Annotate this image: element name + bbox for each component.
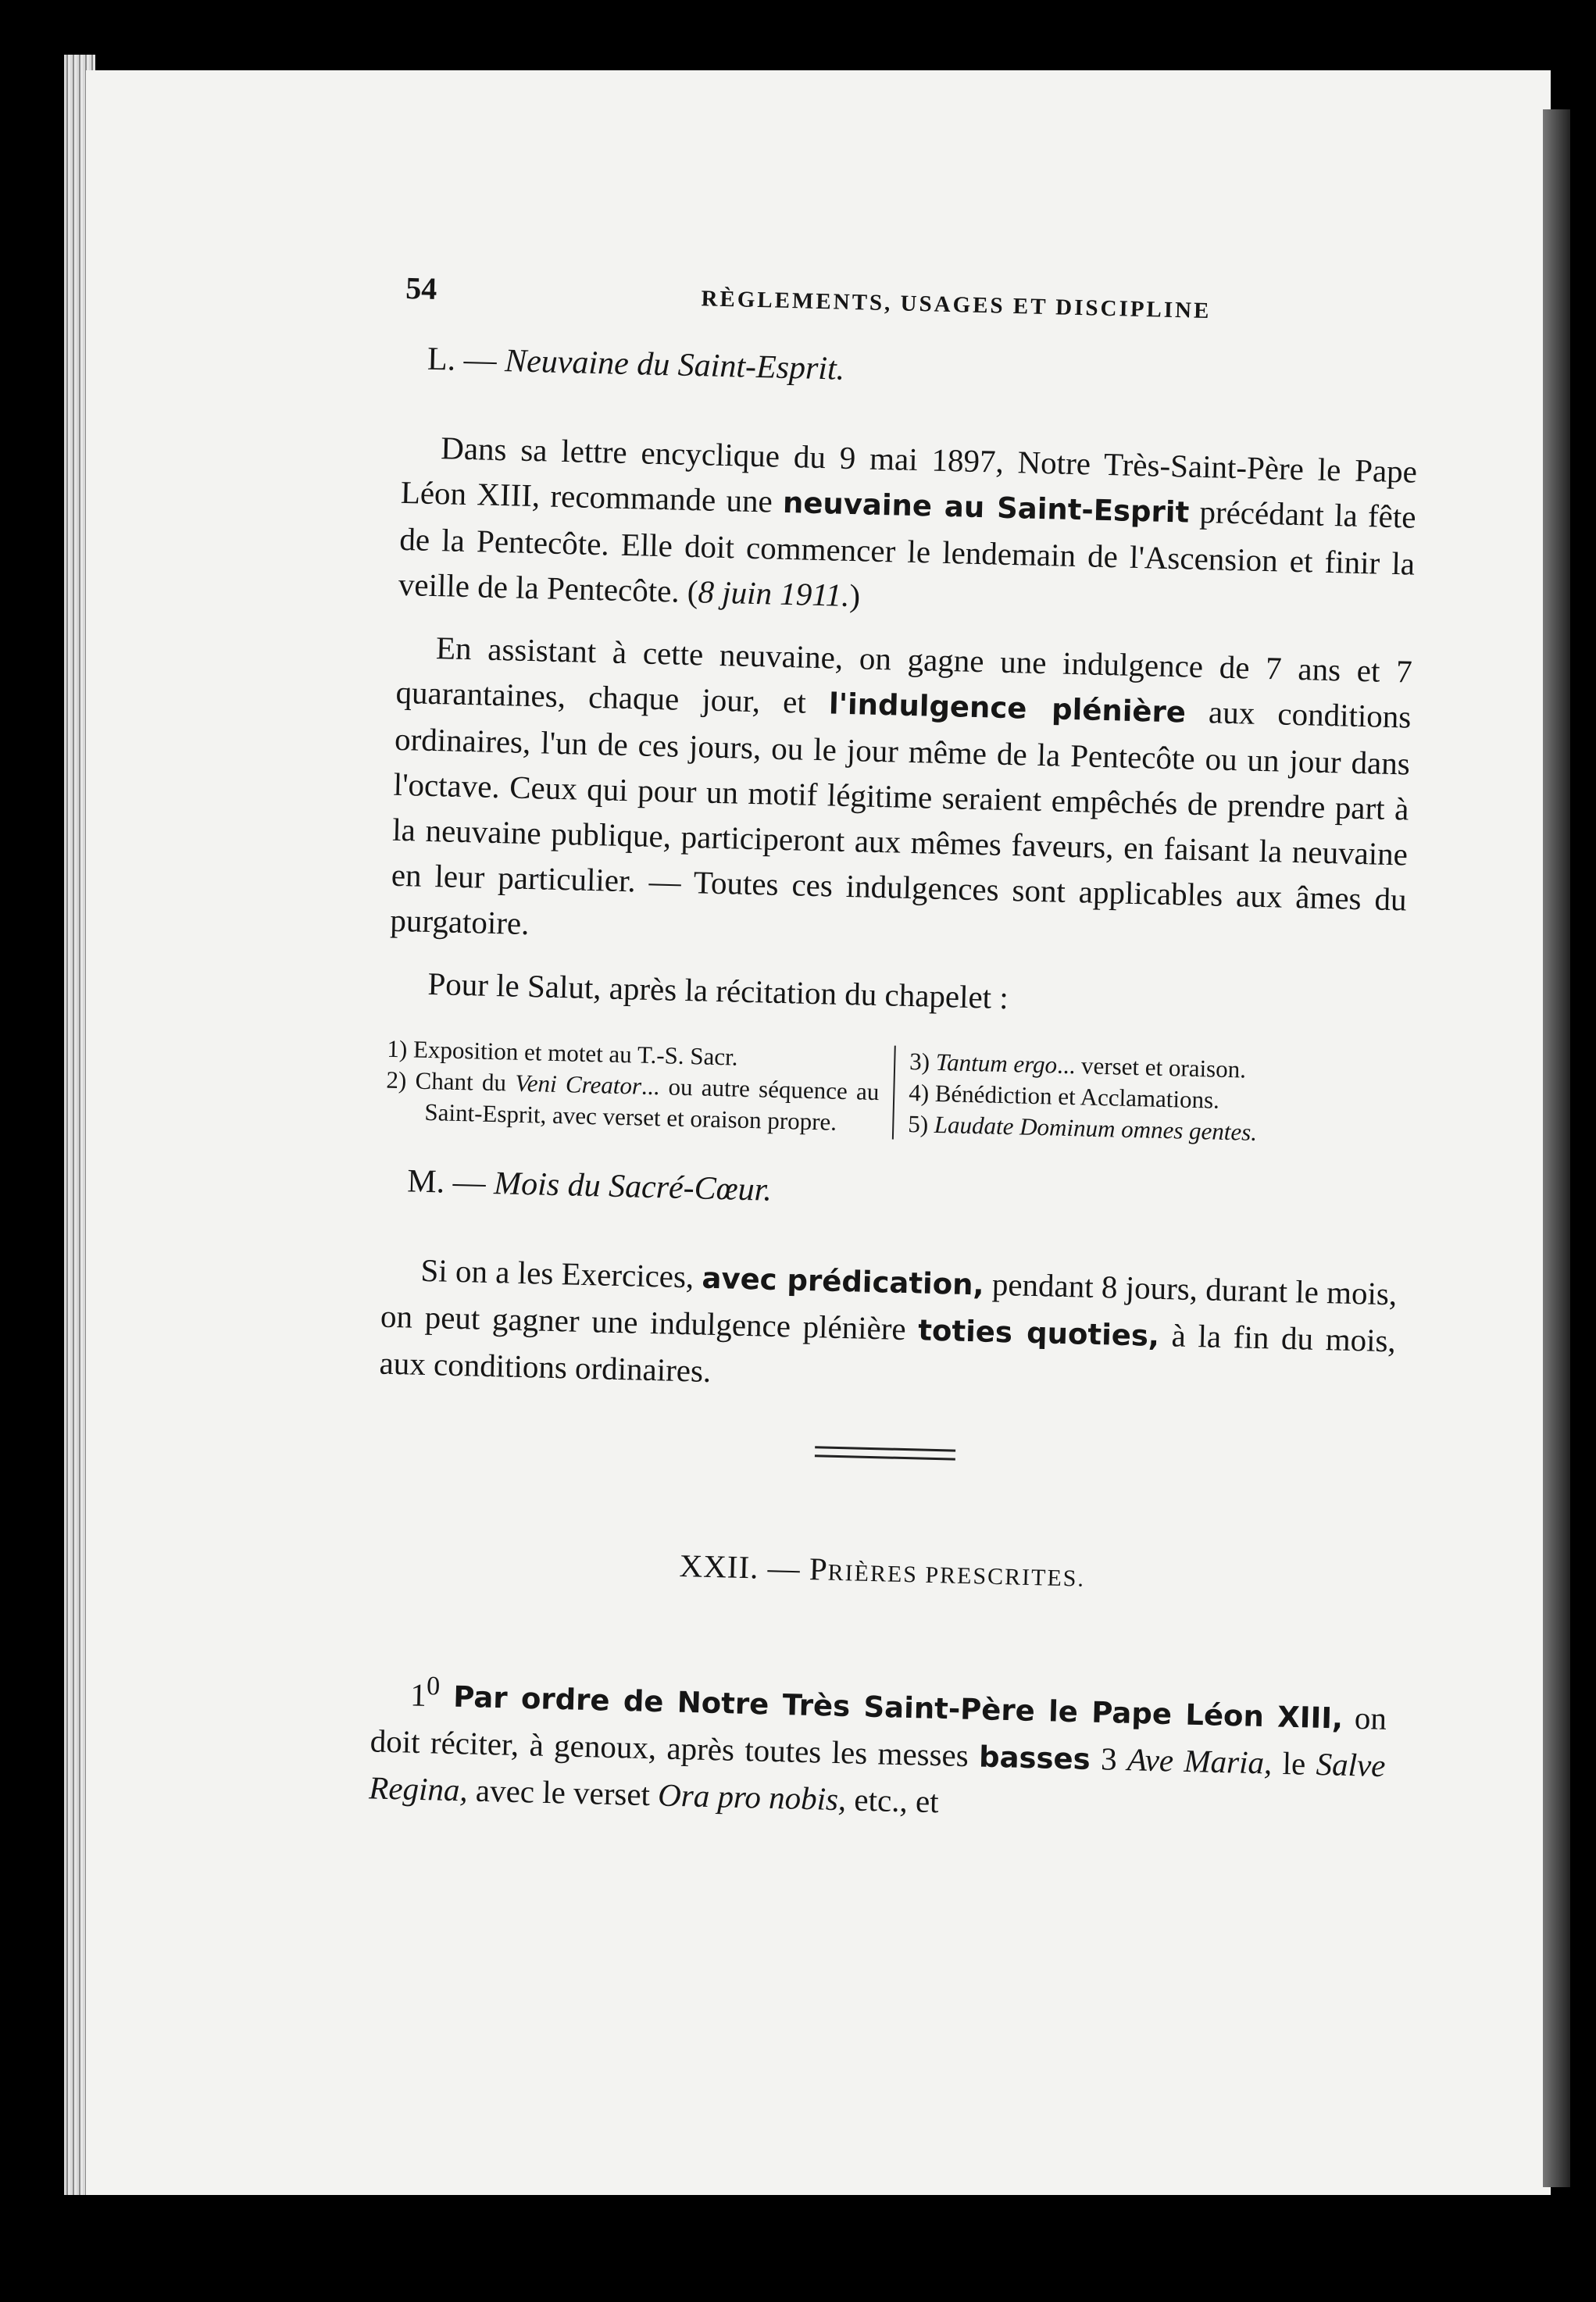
- text-run: on doit réciter, à genoux, après toutes les messes: [370, 1699, 1387, 1774]
- salut-item: [385, 1065, 880, 1139]
- text-run: 3: [1090, 1740, 1128, 1777]
- divider-line: [815, 1446, 955, 1451]
- item-number-sup: 0: [426, 1672, 441, 1701]
- page-number: 54: [405, 269, 437, 306]
- text-run: Si on a les Exercices,: [420, 1251, 703, 1295]
- salut-item: 4) Bénédiction et Acclamations.: [908, 1079, 1220, 1114]
- text-run: Dans sa lettre encyclique du 9 mai 1897, Notre Très-Saint-Père le Pape Léon XIII, recommande une: [400, 430, 1418, 519]
- text-run: le: [1271, 1744, 1317, 1782]
- text-run: aux conditions ordinaires, l'un de ces jours, ou le jour même de la Pentecôte ou un jour dans l'octave. Ceux qui pour un motif légitime seraient empêchés de prendre part à la neuvaine publique, participeront aux mêmes faveurs, en faisant la neuvaine en leur particulier. — Toutes ces indulgences sont applicables aux âmes du purgatoire.: [389, 693, 1412, 942]
- chapter-title-rest: RIÈRES PRESCRITES.: [827, 1559, 1086, 1592]
- divider-line: [815, 1454, 955, 1460]
- salut-column-right: [894, 1046, 1403, 1152]
- text-run: En assistant à cette neuvaine, on gagne une indulgence de 7 ans et 7 quarantaines, chaque jour, et: [395, 630, 1413, 721]
- paragraph-encyclique: [398, 424, 1417, 632]
- italic-run: Laudate Dominum omnes gentes.: [934, 1110, 1258, 1146]
- italic-run: Ave Maria,: [1126, 1740, 1273, 1781]
- bold-run: Par ordre de Notre Très Saint-Père le Pape Léon XIII,: [439, 1679, 1344, 1736]
- bold-run: toties quoties,: [917, 1313, 1160, 1353]
- page-gutter-shadow: [1543, 109, 1570, 2187]
- section-title: Mois du Sacré-Cœur.: [493, 1165, 773, 1208]
- salut-column-left: [385, 1033, 896, 1140]
- section-label: M. —: [406, 1163, 487, 1201]
- bold-run: neuvaine au Saint-Esprit: [782, 485, 1190, 530]
- text-run: ... ou autre séquence au Saint-Esprit, avec verset et oraison propre.: [424, 1072, 880, 1136]
- text-run: pendant 8 jours, durant le mois, on peut gagner une indulgence plénière: [380, 1265, 1398, 1347]
- salut-item: 1) Exposition et motet au T.-S. Sacr.: [387, 1034, 738, 1071]
- section-title: Neuvaine du Saint-Esprit.: [504, 343, 845, 387]
- italic-run: Salve Regina,: [368, 1745, 1387, 1808]
- bold-run: basses: [978, 1740, 1091, 1776]
- paragraph-indulgence: [390, 624, 1413, 968]
- text-run: 5): [907, 1110, 935, 1138]
- text-run: précédant la fête de la Pentecôte. Elle doit commencer le lendemain de l'Ascension et finir la veille de la Pentecôte. (: [398, 493, 1417, 610]
- page-content: [369, 266, 1422, 1835]
- paragraph-prieres: [369, 1662, 1387, 1834]
- paragraph-salut-intro: Pour le Salut, après la récitation du chapelet :: [427, 965, 1009, 1016]
- text-run: etc., et: [845, 1781, 940, 1819]
- paragraph-mois: [379, 1247, 1398, 1411]
- section-divider: [377, 1433, 1393, 1475]
- bold-run: l'indulgence plénière: [828, 687, 1187, 730]
- item-number: 1: [409, 1676, 427, 1713]
- text-run: 3): [909, 1047, 937, 1076]
- running-title: RÈGLEMENTS, USAGES ET DISCIPLINE: [701, 286, 1212, 324]
- chapter-number: XXII. —: [679, 1547, 802, 1586]
- text-run: à la fin du mois, aux conditions ordinaires.: [379, 1316, 1397, 1389]
- section-label: L. —: [427, 341, 498, 379]
- salut-order-list: [385, 1033, 1403, 1152]
- italic-run: Tantum ergo: [935, 1047, 1058, 1079]
- italic-run: Ora pro nobis,: [657, 1776, 847, 1817]
- text-run: 2) Chant du: [386, 1065, 516, 1097]
- date-italic: 8 juin 1911.: [697, 573, 851, 613]
- text-run: ): [848, 576, 861, 614]
- text-run: avec le verset: [467, 1772, 659, 1813]
- chapter-title-initial: P: [809, 1551, 829, 1587]
- italic-run: Veni Creator: [514, 1069, 642, 1100]
- bold-run: avec prédication,: [702, 1261, 985, 1302]
- text-run: ... verset et oraison.: [1056, 1051, 1247, 1083]
